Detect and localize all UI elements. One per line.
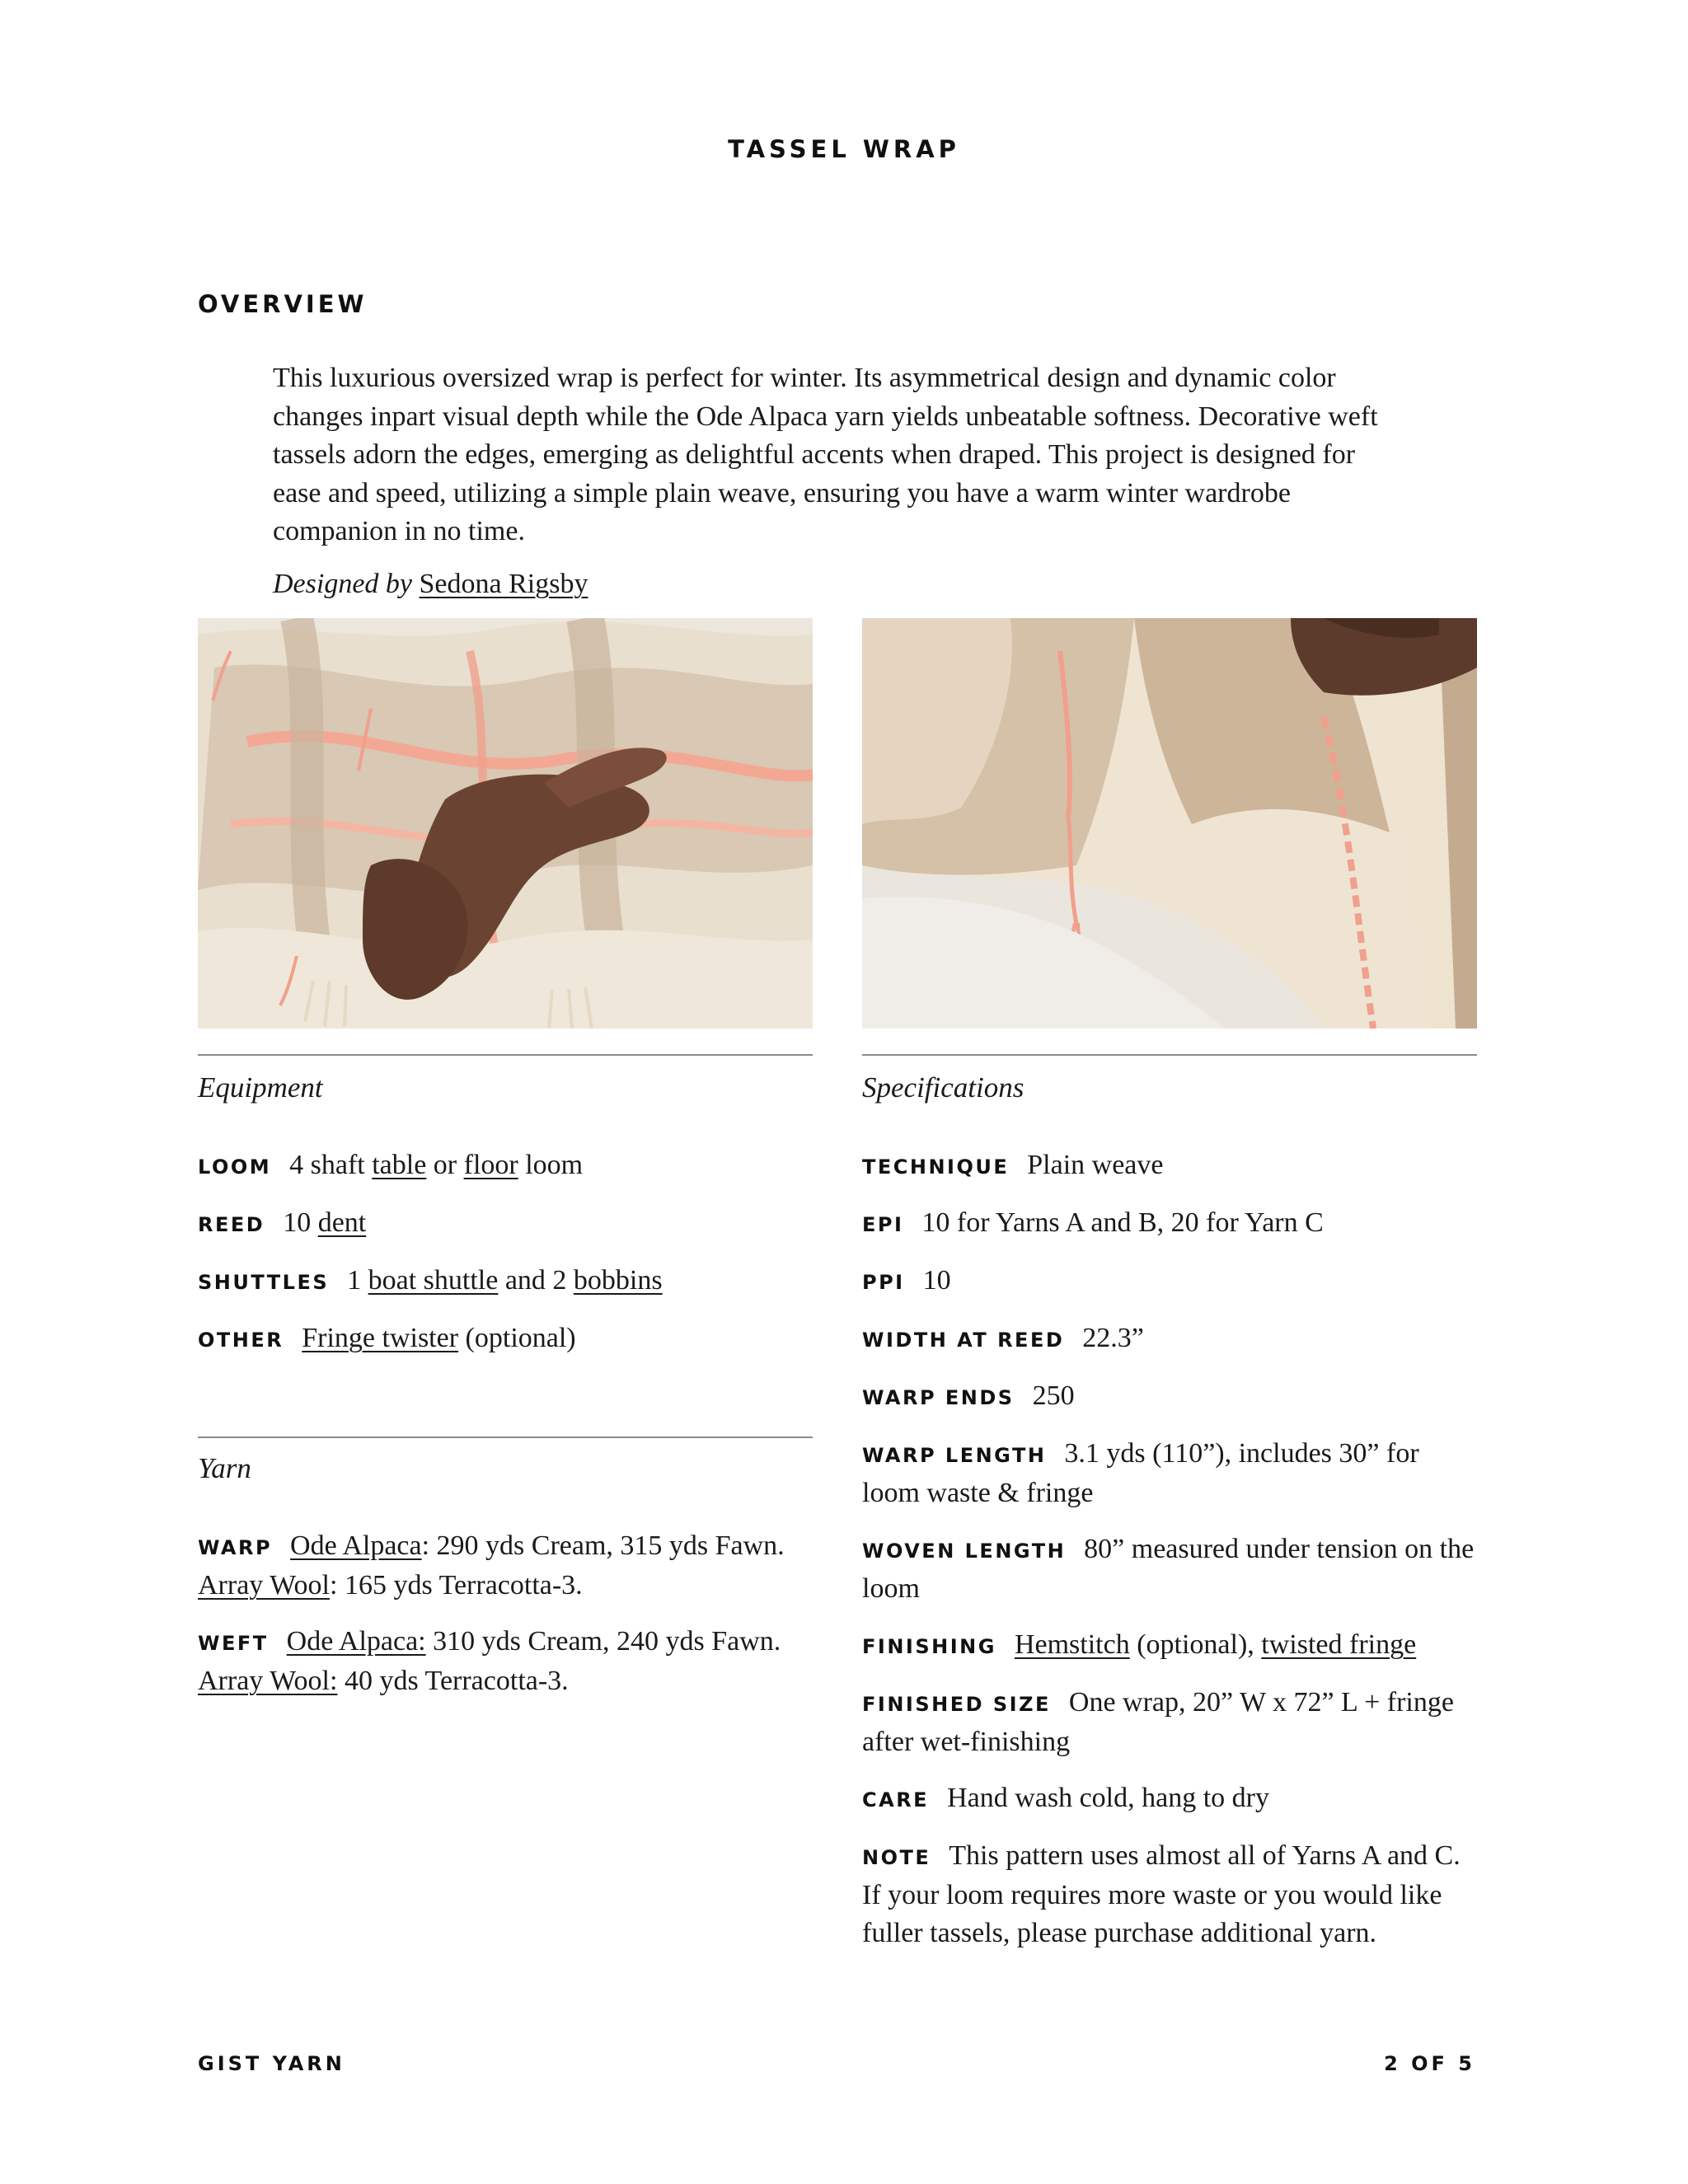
spec-note: [862, 1837, 1477, 1952]
weft-ode-alpaca-link[interactable]: Ode Alpaca:: [286, 1626, 426, 1657]
yarn-warp: [198, 1527, 813, 1605]
warp-length-label: WARP LENGTH: [862, 1444, 1047, 1467]
specifications-heading: Specifications: [862, 1071, 1025, 1104]
dent-link[interactable]: dent: [317, 1207, 367, 1238]
warp-ends-value: 250: [1032, 1380, 1075, 1411]
boat-shuttle-link[interactable]: boat shuttle: [368, 1265, 499, 1296]
reed-text: 10: [283, 1207, 312, 1238]
epi-label: EPI: [862, 1213, 904, 1236]
note-label: NOTE: [862, 1846, 931, 1869]
spec-width-at-reed: [862, 1319, 1477, 1359]
loom-text: 4 shaft: [289, 1150, 365, 1180]
weft-array-wool-link[interactable]: Array Wool:: [198, 1666, 338, 1696]
ppi-value: 10: [922, 1265, 951, 1296]
document-title: TASSEL WRAP: [728, 135, 960, 163]
finished-size-value: One wrap, 20” W x 72” L + fringe after wet-finishing: [862, 1687, 1454, 1757]
spec-woven-length: [862, 1530, 1477, 1608]
spec-other: [198, 1319, 576, 1359]
technique-label: TECHNIQUE: [862, 1155, 1010, 1179]
care-label: CARE: [862, 1788, 930, 1811]
spec-technique: [862, 1146, 1477, 1186]
warp-length-value: 3.1 yds (110”), includes 30” for loom waste & fringe: [862, 1438, 1419, 1508]
woven-length-value: 80” measured under tension on the loom: [862, 1534, 1475, 1604]
technique-value: Plain weave: [1027, 1150, 1164, 1180]
width-at-reed-label: WIDTH AT REED: [862, 1329, 1065, 1352]
loom-suffix-text: loom: [525, 1150, 584, 1180]
other-label: OTHER: [198, 1329, 284, 1352]
twisted-fringe-link[interactable]: twisted fringe: [1261, 1629, 1417, 1660]
weft-ode-alpaca-amounts: 310 yds Cream, 240 yds Fawn.: [425, 1626, 781, 1657]
bobbins-link[interactable]: bobbins: [573, 1265, 663, 1296]
loom-label: LOOM: [198, 1155, 272, 1179]
spec-warp-length: [862, 1435, 1477, 1512]
reed-label: REED: [198, 1213, 265, 1236]
spec-loom: [198, 1146, 583, 1186]
table-loom-link[interactable]: table: [372, 1150, 427, 1180]
warp-ends-label: WARP ENDS: [862, 1386, 1015, 1409]
weft-label: WEFT: [198, 1632, 269, 1655]
shuttles-text: 1: [347, 1265, 362, 1296]
spec-shuttles: [198, 1262, 663, 1301]
footer-brand: GIST YARN: [198, 2052, 345, 2075]
ppi-label: PPI: [862, 1271, 905, 1294]
finishing-optional-text: (optional),: [1129, 1629, 1262, 1660]
spec-ppi: [862, 1262, 1477, 1301]
loom-or-text: or: [433, 1150, 457, 1180]
spec-warp-ends: [862, 1377, 1477, 1417]
spec-reed: [198, 1204, 366, 1244]
specifications-divider: [862, 1054, 1477, 1056]
spec-care: [862, 1779, 1477, 1819]
other-suffix-text: (optional): [465, 1323, 576, 1353]
spec-finishing: [862, 1626, 1477, 1666]
warp-ode-alpaca-amounts: : 290 yds Cream, 315 yds Fawn.: [421, 1530, 785, 1561]
overview-heading: OVERVIEW: [198, 290, 368, 318]
shuttles-and-text: and 2: [504, 1265, 567, 1296]
equipment-heading: Equipment: [198, 1071, 323, 1104]
designed-by-label: Designed by: [273, 569, 413, 599]
finished-size-label: FINISHED SIZE: [862, 1693, 1051, 1716]
care-value: Hand wash cold, hang to dry: [947, 1783, 1269, 1813]
floor-loom-link[interactable]: floor: [463, 1150, 518, 1180]
footer-page-number: 2 OF 5: [1384, 2052, 1475, 2075]
spec-epi: [862, 1204, 1477, 1244]
yarn-weft: [198, 1623, 813, 1700]
weft-array-wool-amount: 40 yds Terracotta-3.: [337, 1666, 569, 1696]
overview-paragraph: This luxurious oversized wrap is perfect for winter. Its asymmetrical design and dynamic color changes inpart visual depth while the Ode Alpaca yarn yields unbeatable softness. Decorative weft tassels adorn the edges, emerging as delightful accents when draped. This project is designed for ease and speed, utilizing a simple plain weave, ensuring you have a warm winter wardrobe companion in no time.: [273, 363, 1378, 546]
designer-link[interactable]: Sedona Rigsby: [419, 569, 588, 599]
hemstitch-link[interactable]: Hemstitch: [1014, 1629, 1130, 1660]
note-value: This pattern uses almost all of Yarns A and C. If your loom requires more waste or you would like fuller tassels, please purchase additional yarn.: [862, 1840, 1461, 1948]
width-at-reed-value: 22.3”: [1082, 1323, 1144, 1353]
warp-array-wool-amount: : 165 yds Terracotta-3.: [330, 1570, 583, 1601]
designer-credit: [273, 569, 588, 600]
warp-label: WARP: [198, 1536, 273, 1559]
shuttles-label: SHUTTLES: [198, 1271, 330, 1294]
warp-array-wool-link[interactable]: Array Wool: [198, 1570, 330, 1601]
yarn-heading: Yarn: [198, 1452, 251, 1484]
equipment-divider: [198, 1054, 813, 1056]
yarn-divider: [198, 1436, 813, 1438]
finishing-label: FINISHING: [862, 1635, 996, 1658]
fringe-twister-link[interactable]: Fringe twister: [302, 1323, 459, 1353]
weave-closeup-photo: [862, 618, 1477, 1029]
woven-length-label: WOVEN LENGTH: [862, 1540, 1067, 1563]
spec-finished-size: [862, 1684, 1477, 1761]
epi-value: 10 for Yarns A and B, 20 for Yarn C: [921, 1207, 1324, 1238]
wrap-with-gloves-photo: [198, 618, 813, 1029]
warp-ode-alpaca-link[interactable]: Ode Alpaca: [290, 1530, 422, 1561]
